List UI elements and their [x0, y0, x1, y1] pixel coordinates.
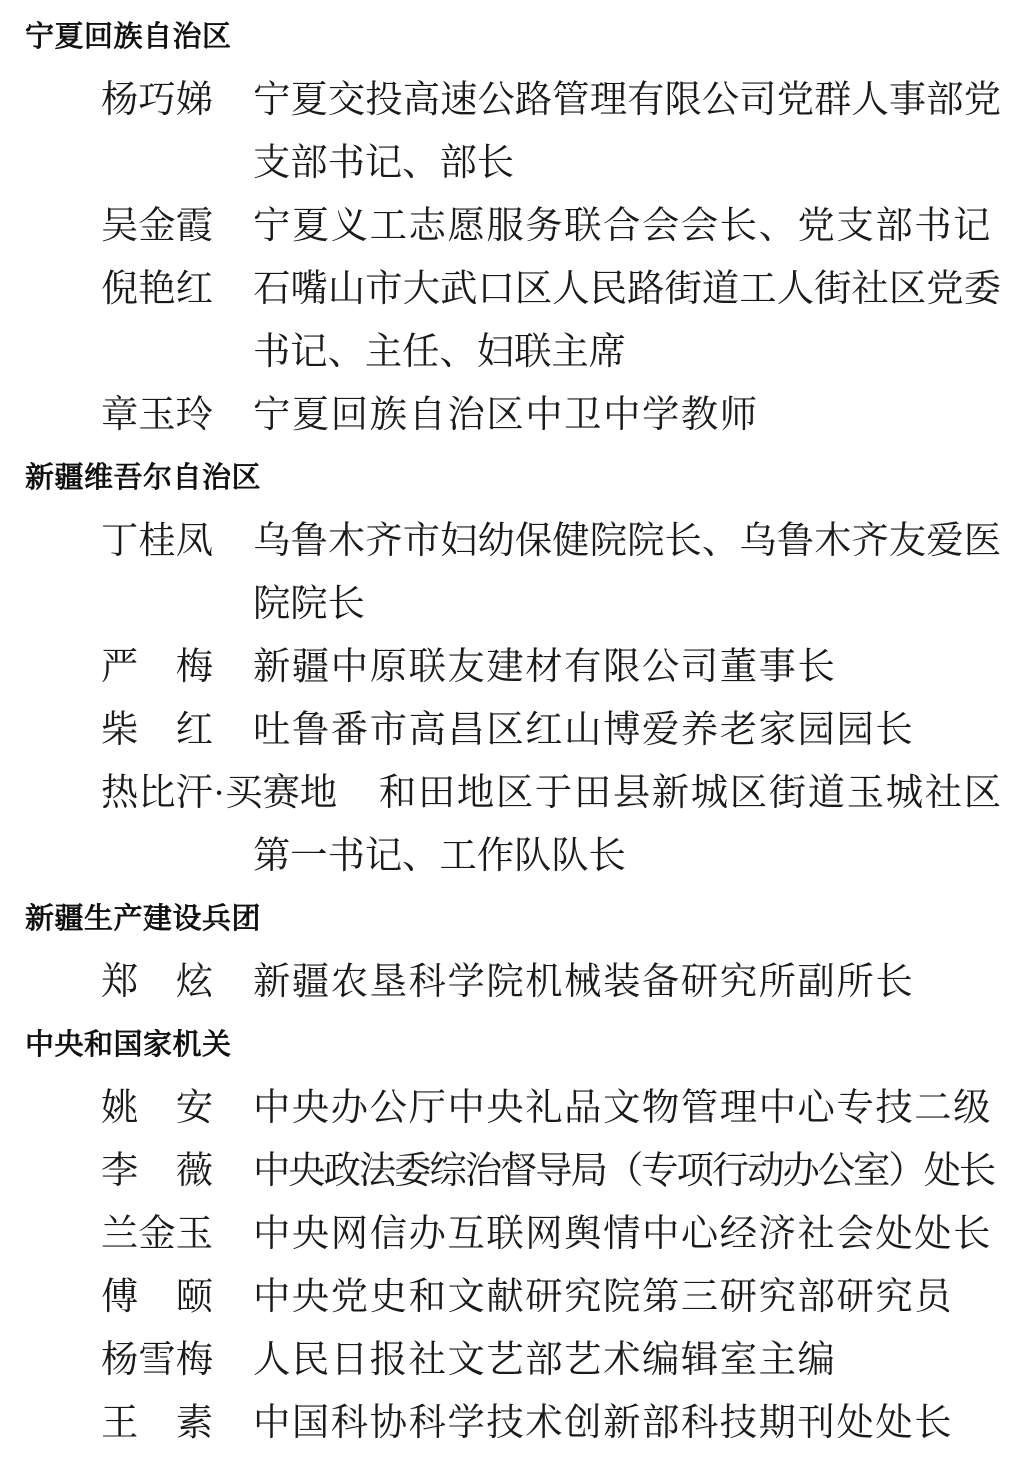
honoree-position: 宁夏回族自治区中卫中学教师 [253, 395, 759, 436]
section-heading: 中央和国家机关 [25, 1029, 232, 1061]
honoree-row [0, 1266, 1025, 1329]
honoree-position: 中央政法委综治督导局（专项行动办公室）处长 [253, 1151, 995, 1192]
section-heading: 新疆生产建设兵团 [25, 903, 262, 935]
honoree-name: 杨雪梅 [101, 1340, 213, 1381]
honoree-position: 人民日报社文艺部艺术编辑室主编 [253, 1340, 837, 1381]
honoree-row [0, 951, 1025, 1014]
honoree-position: 和田地区于田县新城区街道玉城社区第一书记、工作队队长 [253, 773, 1001, 877]
honoree-position: 宁夏交投高速公路管理有限公司党群人事部党支部书记、部长 [253, 80, 1001, 184]
honoree-name: 傅颐 [101, 1277, 213, 1318]
honoree-position: 乌鲁木齐市妇幼保健院院长、乌鲁木齐友爱医院院长 [253, 521, 1001, 625]
honoree-name: 章玉玲 [101, 395, 213, 436]
honoree-name: 丁桂凤 [101, 521, 213, 562]
honoree-name: 王素 [101, 1403, 213, 1444]
section-ningxia [0, 6, 1025, 447]
section-central-state-organs [0, 1014, 1025, 1455]
section-xinjiang [0, 447, 1025, 888]
honoree-position: 石嘴山市大武口区人民路街道工人街社区党委书记、主任、妇联主席 [253, 269, 1001, 373]
honoree-name: 热比汗·买赛地 [101, 773, 338, 814]
honoree-position: 中央网信办互联网舆情中心经济社会处处长 [253, 1214, 993, 1255]
honoree-row [0, 510, 1025, 636]
honoree-position: 吐鲁番市高昌区红山博爱养老家园园长 [253, 710, 915, 751]
honoree-row [0, 636, 1025, 699]
honoree-row [0, 69, 1025, 195]
honoree-row [0, 1140, 1025, 1203]
honoree-name: 倪艳红 [101, 269, 213, 310]
honoree-name: 杨巧娣 [101, 80, 213, 121]
honoree-row [0, 258, 1025, 384]
honoree-position: 新疆中原联友建材有限公司董事长 [253, 647, 837, 688]
honoree-row [0, 699, 1025, 762]
section-bingtuan [0, 888, 1025, 1014]
honoree-name: 郑炫 [101, 962, 213, 1003]
honoree-row [0, 1077, 1025, 1140]
honoree-row [0, 1329, 1025, 1392]
honoree-position: 中央党史和文献研究院第三研究部研究员 [253, 1277, 954, 1318]
honoree-row [0, 1203, 1025, 1266]
honoree-name: 柴红 [101, 710, 213, 751]
honoree-position: 新疆农垦科学院机械装备研究所副所长 [253, 962, 915, 1003]
honoree-position: 中国科协科学技术创新部科技期刊处处长 [253, 1403, 954, 1444]
honoree-name: 兰金玉 [101, 1214, 213, 1255]
honoree-row [0, 195, 1025, 258]
honoree-position: 宁夏义工志愿服务联合会会长、党支部书记 [253, 206, 993, 247]
honoree-name: 李薇 [101, 1151, 213, 1192]
section-heading: 新疆维吾尔自治区 [25, 462, 262, 494]
honoree-row [0, 1392, 1025, 1455]
honoree-name: 姚安 [101, 1088, 213, 1129]
section-heading: 宁夏回族自治区 [25, 21, 232, 53]
honoree-name: 吴金霞 [101, 206, 213, 247]
honoree-name: 严梅 [101, 647, 213, 688]
honoree-position: 中央办公厅中央礼品文物管理中心专技二级 [253, 1088, 993, 1129]
honoree-row [0, 762, 1025, 888]
honoree-row [0, 384, 1025, 447]
